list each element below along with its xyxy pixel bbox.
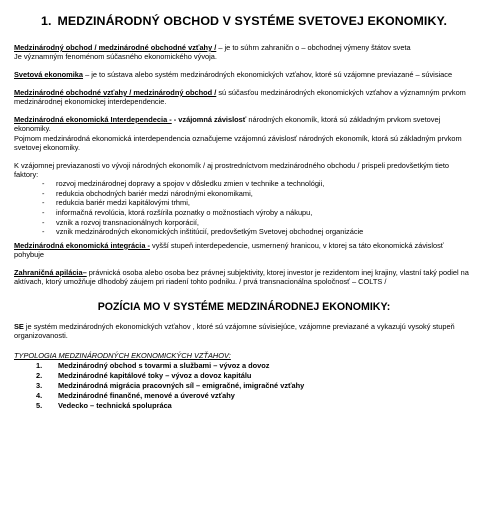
item-text: Medzinárodná migrácia pracovných síl – emigračné, imigračné vzťahy [58,381,305,391]
list-item: - redukcia obchodných bariér medzi národnými ekonomikami, [42,189,474,199]
list-item [36,381,474,391]
typology-list [14,361,474,411]
list-item: - redukcia bariér medzi kapitálovými trhmi, [42,198,474,208]
term-apilacia: Zahraničná apilácia– [14,267,87,277]
item-number: 4. [36,391,43,401]
paragraph-se [14,322,474,341]
item-text: Medzinárodné finančné, menové a úverové vzťahy [58,391,235,401]
item-text: Medzinárodný obchod s tovarmi a službami – vývoz a dovoz [58,361,270,371]
list-item: - vznik a rozvoj transnacionálnych korporácií, [42,218,474,228]
item-text: Medzinárodné kapitálové toky – vývoz a dovoz kapitálu [58,371,252,381]
title-text: MEDZINÁRODNÝ OBCHOD V SYSTÉME SVETOVEJ EKONOMIKY. [57,14,448,28]
definition-text: je systém medzinárodných ekonomických vzťahov , ktoré sú vzájomne súvisiejúce, vzájomne previazané a vykazujú vysoký stupeň organizovanosti. [14,321,455,340]
definition-text: – je to sústava alebo systém medzinárodných ekonomických vzťahov, ktoré sú vzájomne previazané – súvisiace [83,70,453,80]
bold-phrase: - vzájomná závislosť [171,114,247,124]
definition-text: – je to súhrn zahraničn o – obchodnej výmeny štátov sveta [216,43,411,52]
definition-text: vyšší stupeň interdepedencie, usmernený hranicou, v ktorej sa táto ekonomická závislosť pohybuje [14,240,444,260]
paragraph-interdependencia [14,115,474,152]
factors-list [14,179,474,237]
list-item: - rozvoj medzinárodnej dopravy a spojov v dôsledku zmien v technike a technológii, [42,179,474,189]
list-item: - vznik medzinárodných ekonomických inštitúcií, predovšetkým Svetovej obchodnej organizácie [42,227,474,237]
item-number: 2. [36,371,43,381]
list-item [36,371,474,381]
list-item: - informačná revolúcia, ktorá rozšírila poznatky o možnostiach výroby a nákupu, [42,208,474,218]
section-subtitle: POZÍCIA MO V SYSTÉME MEDZINÁRODNEJ EKONOMIKY: [97,300,391,313]
list-item [36,391,474,401]
term-obchodne-vztahy: Medzinárodné obchodné vzťahy / medzinárodný obchod / [14,87,217,97]
paragraph-faktory [14,161,474,237]
typology-heading: TYPOLOGIA MEDZINÁRODNÝCH EKONOMICKÝCH VZŤAHOV: [14,351,231,361]
item-number: 5. [36,401,43,411]
list-item [36,361,474,371]
page-title [14,14,474,29]
term-svetova-ekonomika: Svetová ekonomika [14,70,84,80]
paragraph-obchodne-vztahy [14,88,474,107]
term-medzinarodny-obchod: Medzinárodný obchod / medzinárodné obchodné vzťahy / [14,43,217,52]
definition-text: sú súčasťou medzinárodných ekonomických vzťahov a významným prvkom medzinárodnej ekonomickej interdependencie. [14,87,466,107]
definition-text: právnická osoba alebo osoba bez právnej subjektivity, ktorej investor je rezidentom inej krajiny, vlastní taký podiel na aktívach, ktorý umožňuje dlhodobý záujem pri riadení tohto podniku. / prvá transnacionálna spoločnosť – COLTS / [14,267,469,287]
bold-abbreviation: SE [14,321,24,331]
definition-text: národných ekonomík, ktorá sú základným prvkom svetovej ekonomiky. [14,114,441,134]
term-interdependencia: Medzinárodná ekonomická Interdependecia - [14,114,172,124]
item-number: 1. [36,361,43,371]
title-number: 1. [40,14,52,28]
paragraph-line: Pojmom medzinárodná ekonomická interdependencia označujeme vzájomnú závislosť národných ekonomík, ktorá sú základným prvkom svetovej ekonomiky. [14,133,462,152]
item-text: Vedecko – technická spolupráca [58,401,172,411]
factors-intro: K vzájomnej previazanosti vo vývoji národných ekonomík / aj prostredníctvom medzinárodného obchodu / prispeli predovšetkým tieto faktory: [14,160,450,179]
paragraph-medzinarodny-obchod [14,43,474,62]
paragraph-integracia [14,241,474,260]
paragraph-apilacia [14,268,474,287]
term-integracia: Medzinárodná ekonomická integrácia - [14,240,150,250]
list-item [36,401,474,411]
item-number: 3. [36,381,43,391]
paragraph-svetova-ekonomika [14,70,474,79]
paragraph-line: Je významným fenoménom súčasného ekonomického vývoja. [14,52,217,62]
